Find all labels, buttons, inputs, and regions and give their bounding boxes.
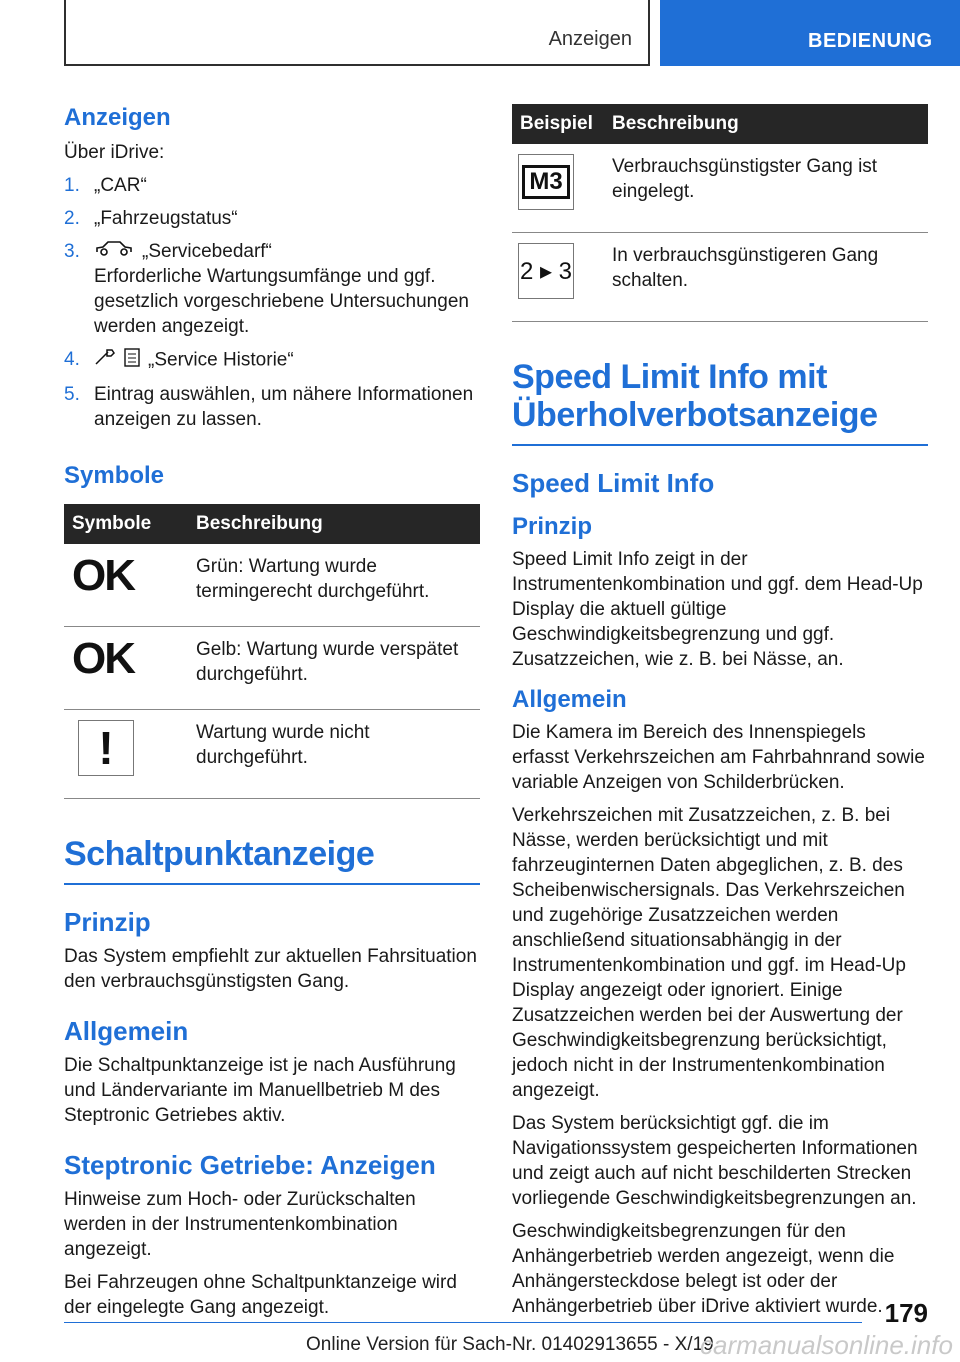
warning-icon: ! [78, 720, 134, 776]
table-header-row [64, 504, 480, 544]
step-subtext: Erforderliche Wartungsumfänge und ggf. gesetzlich vorgeschriebene Untersuchungen werden angezeigt. [94, 266, 469, 338]
table-header-row [512, 104, 928, 144]
header-section-box [64, 0, 650, 66]
table-row [64, 627, 480, 710]
list-item [64, 173, 480, 198]
paragraph: Das System berücksichtigt ggf. die im Navigationssystem gespeicherten Informationen und zeigt auch auf nicht beschilderten Strecken vorliegende Geschwindigkeitsbegrenzungen an. [512, 1113, 918, 1209]
step-text: „CAR“ [94, 175, 147, 196]
heading-prinzip: Prinzip [512, 513, 593, 540]
table-cell: Verbrauchsgünstigster Gang ist eingelegt. [604, 144, 928, 233]
list-item [64, 382, 480, 432]
table-cell: Gelb: Wartung wurde verspätet durchgeführt. [188, 627, 480, 710]
column-header: Symbole [64, 504, 188, 544]
gear-m3-icon: M3 [518, 154, 574, 210]
table-cell: Wartung wurde nicht durchgeführt. [188, 710, 480, 799]
step-number: 4. [64, 349, 80, 371]
list-item [64, 239, 480, 339]
table-cell: In verbrauchsgünstigeren Gang schalten. [604, 233, 928, 322]
ok-yellow-symbol: OK [72, 634, 134, 684]
paragraph: Verkehrszeichen mit Zusatzzeichen, z. B. bei Nässe, werden berücksichtigt und mit fahrzeuginternen Daten abgeglichen, z. B. des Scheibenwischersignals. Das Verkehrszeichen und zugehörige Zusatzzeichen werden anschließend situationsabhängig in der Instrumentenkombination und ggf. im Head-Up Display angezeigt oder ignoriert. Einige Zusatzzeichen werden bei der Auswertung der Geschwindigkeitsbegrenzung berücksichtigt, jedoch nicht in der Instrumentenkombination angezeigt. [512, 805, 906, 1101]
paragraph: Die Schaltpunktanzeige ist je nach Ausführung und Ländervariante im Manuellbetrieb M des Steptronic Getriebes aktiv. [64, 1055, 456, 1127]
left-column [64, 104, 480, 1328]
table-cell: Grün: Wartung wurde termingerecht durchgeführt. [188, 544, 480, 627]
page-number: 179 [884, 1298, 928, 1328]
heading-anzeigen: Anzeigen [64, 104, 171, 131]
intro-text: Über iDrive: [64, 142, 165, 163]
page-header [0, 0, 960, 66]
table-row [512, 233, 928, 322]
gear-upshift-icon: 2 ▸ 3 [518, 243, 574, 299]
paragraph: Hinweise zum Hoch- oder Zurückschalten werden in der Instrumentenkombination angezeigt. [64, 1189, 416, 1261]
symbols-table [64, 504, 480, 799]
list-item [64, 206, 480, 231]
step-text: „Fahrzeugstatus“ [94, 208, 238, 229]
footer-text: Online Version für Sach-Nr. 01402913655 - X/19 [306, 1334, 714, 1355]
heading-schaltpunktanzeige: Schaltpunktanzeige [64, 835, 480, 885]
header-section-title: Anzeigen [548, 28, 632, 50]
paragraph: Geschwindigkeitsbegrenzungen für den Anhängerbetrieb werden angezeigt, wenn die Anhängersteckdose belegt ist oder der Anhängerbetrieb über iDrive aktiviert wurde. [512, 1221, 895, 1317]
table-row [512, 144, 928, 233]
header-chapter-tab[interactable] [660, 0, 960, 66]
paragraph: Die Kamera im Bereich des Innenspiegels erfasst Verkehrszeichen am Fahrbahnrand sowie variable Anzeigen von Schilderbrücken. [512, 722, 925, 793]
column-header: Beschreibung [604, 104, 928, 144]
heading-steptronic: Steptronic Getriebe: Anzeigen [64, 1150, 436, 1181]
heading-speed-limit-info: Speed Limit Info mit Überholverbotsanzeige [512, 358, 928, 446]
step-number: 3. [64, 241, 80, 262]
step-number: 1. [64, 175, 80, 196]
list-icon [124, 347, 140, 374]
header-chapter-label: BEDIENUNG [808, 29, 933, 52]
paragraph: Speed Limit Info zeigt in der Instrumentenkombination und ggf. dem Head-Up Display die aktuell gültige Geschwindigkeitsbegrenzung und ggf. Zusatzzeichen, wie z. B. bei Nässe, an. [512, 549, 923, 670]
watermark: carmanualsonline.info [700, 1330, 953, 1360]
column-header: Beispiel [512, 104, 604, 144]
heading-symbole: Symbole [64, 462, 165, 490]
right-column [512, 104, 928, 1327]
car-icon [94, 239, 134, 264]
wrench-icon [94, 348, 116, 373]
paragraph: Das System empfiehlt zur aktuellen Fahrsituation den verbrauchsgünstigsten Gang. [64, 946, 477, 993]
table-row [64, 544, 480, 627]
step-number: 2. [64, 208, 80, 229]
example-table [512, 104, 928, 322]
table-row [64, 710, 480, 799]
paragraph: Bei Fahrzeugen ohne Schaltpunktanzeige wird der eingelegte Gang angezeigt. [64, 1272, 457, 1319]
column-header: Beschreibung [188, 504, 480, 544]
heading-prinzip: Prinzip [64, 907, 151, 938]
heading-allgemein: Allgemein [64, 1016, 189, 1047]
step-text: „Servicebedarf“ [142, 241, 272, 262]
step-number: 5. [64, 384, 80, 406]
footer-divider [64, 1322, 862, 1323]
heading-allgemein: Allgemein [512, 686, 627, 713]
heading-sli: Speed Limit Info [512, 468, 715, 498]
ok-green-symbol: OK [72, 551, 134, 601]
list-item [64, 347, 480, 374]
step-text: Eintrag auswählen, um nähere Informationen anzeigen zu lassen. [94, 384, 474, 431]
step-text: „Service Historie“ [148, 350, 294, 371]
steps-list [64, 173, 480, 432]
